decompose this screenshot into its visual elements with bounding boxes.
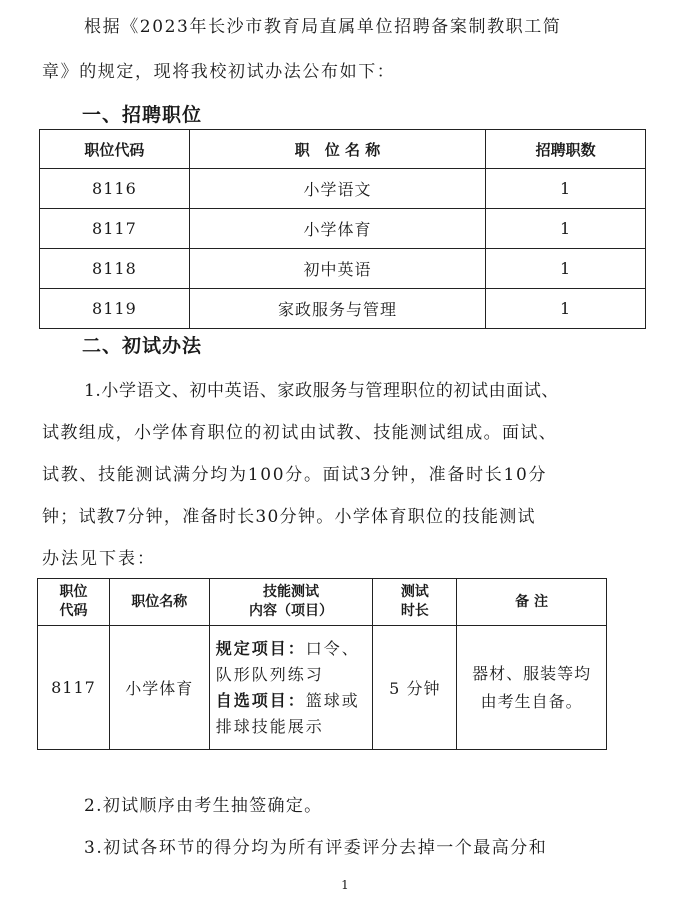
header-test-duration [373, 579, 457, 626]
cell-name: 家政服务与管理 [189, 289, 485, 329]
table-row [40, 249, 646, 289]
cell-test-content [209, 626, 373, 750]
header-content-line2: 内容（项目） [249, 603, 334, 619]
table-row [40, 169, 646, 209]
cell-name: 小学语文 [189, 169, 485, 209]
header-hiring-count: 招聘职数 [486, 130, 646, 169]
table-row [40, 289, 646, 329]
table-row [38, 626, 607, 750]
method-line-3: 试教、技能测试满分均为100分。面试3分钟，准备时长10分 [42, 465, 548, 485]
method-line-1: 1.小学语文、初中英语、家政服务与管理职位的初试由面试、 [84, 381, 560, 401]
header-position-name: 职 位 名 称 [189, 130, 485, 169]
cell-code: 8116 [40, 169, 190, 209]
cell-code: 8118 [40, 249, 190, 289]
header-position-code [38, 579, 110, 626]
required-items-label: 规定项目： [215, 638, 306, 658]
page-number: 1 [341, 878, 349, 892]
cell-count: 1 [486, 249, 646, 289]
cell-code: 8117 [38, 626, 110, 750]
method-line-4: 钟；试教7分钟，准备时长30分钟。小学体育职位的技能测试 [42, 507, 536, 527]
item-3: 3.初试各环节的得分均为所有评委评分去掉一个最高分和 [84, 838, 548, 858]
cell-code: 8119 [40, 289, 190, 329]
intro-line-1: 根据《2023年长沙市教育局直属单位招聘备案制教职工简 [84, 17, 562, 37]
cell-count: 1 [486, 169, 646, 209]
table-header-row [40, 130, 646, 169]
positions-table [39, 129, 646, 329]
header-position-name: 职位名称 [109, 579, 209, 626]
section-heading-positions: 一、招聘职位 [82, 104, 203, 126]
cell-remarks [457, 626, 607, 750]
table-row [40, 209, 646, 249]
cell-name: 初中英语 [189, 249, 485, 289]
optional-items-text-2: 排球技能展示 [215, 716, 324, 736]
cell-name: 小学体育 [109, 626, 209, 750]
remark-line-1: 器材、服装等均 [472, 663, 592, 683]
table-header-row [38, 579, 607, 626]
header-time-line1: 测试 [400, 584, 429, 600]
header-code-line2: 代码 [59, 603, 88, 619]
header-remarks: 备 注 [457, 579, 607, 626]
required-items-text-1: 口令、 [305, 638, 360, 658]
item-2: 2.初试顺序由考生抽签确定。 [84, 796, 323, 816]
remark-line-2: 由考生自备。 [480, 691, 583, 711]
section-heading-method: 二、初试办法 [82, 335, 203, 357]
cell-code: 8117 [40, 209, 190, 249]
header-test-content [209, 579, 373, 626]
header-time-line2: 时长 [400, 603, 429, 619]
header-content-line1: 技能测试 [263, 584, 320, 600]
cell-count: 1 [486, 289, 646, 329]
cell-duration: 5 分钟 [373, 626, 457, 750]
cell-name: 小学体育 [189, 209, 485, 249]
header-code-line1: 职位 [59, 584, 88, 600]
optional-items-label: 自选项目： [215, 690, 306, 710]
optional-items-text-1: 篮球或 [305, 690, 360, 710]
skills-test-table [37, 578, 607, 750]
intro-line-2: 章》的规定，现将我校初试办法公布如下： [42, 62, 396, 82]
method-line-5: 办法见下表： [42, 549, 156, 569]
method-line-2: 试教组成，小学体育职位的初试由试教、技能测试组成。面试、 [42, 423, 558, 443]
cell-count: 1 [486, 209, 646, 249]
header-position-code: 职位代码 [40, 130, 190, 169]
required-items-text-2: 队形队列练习 [215, 664, 324, 684]
